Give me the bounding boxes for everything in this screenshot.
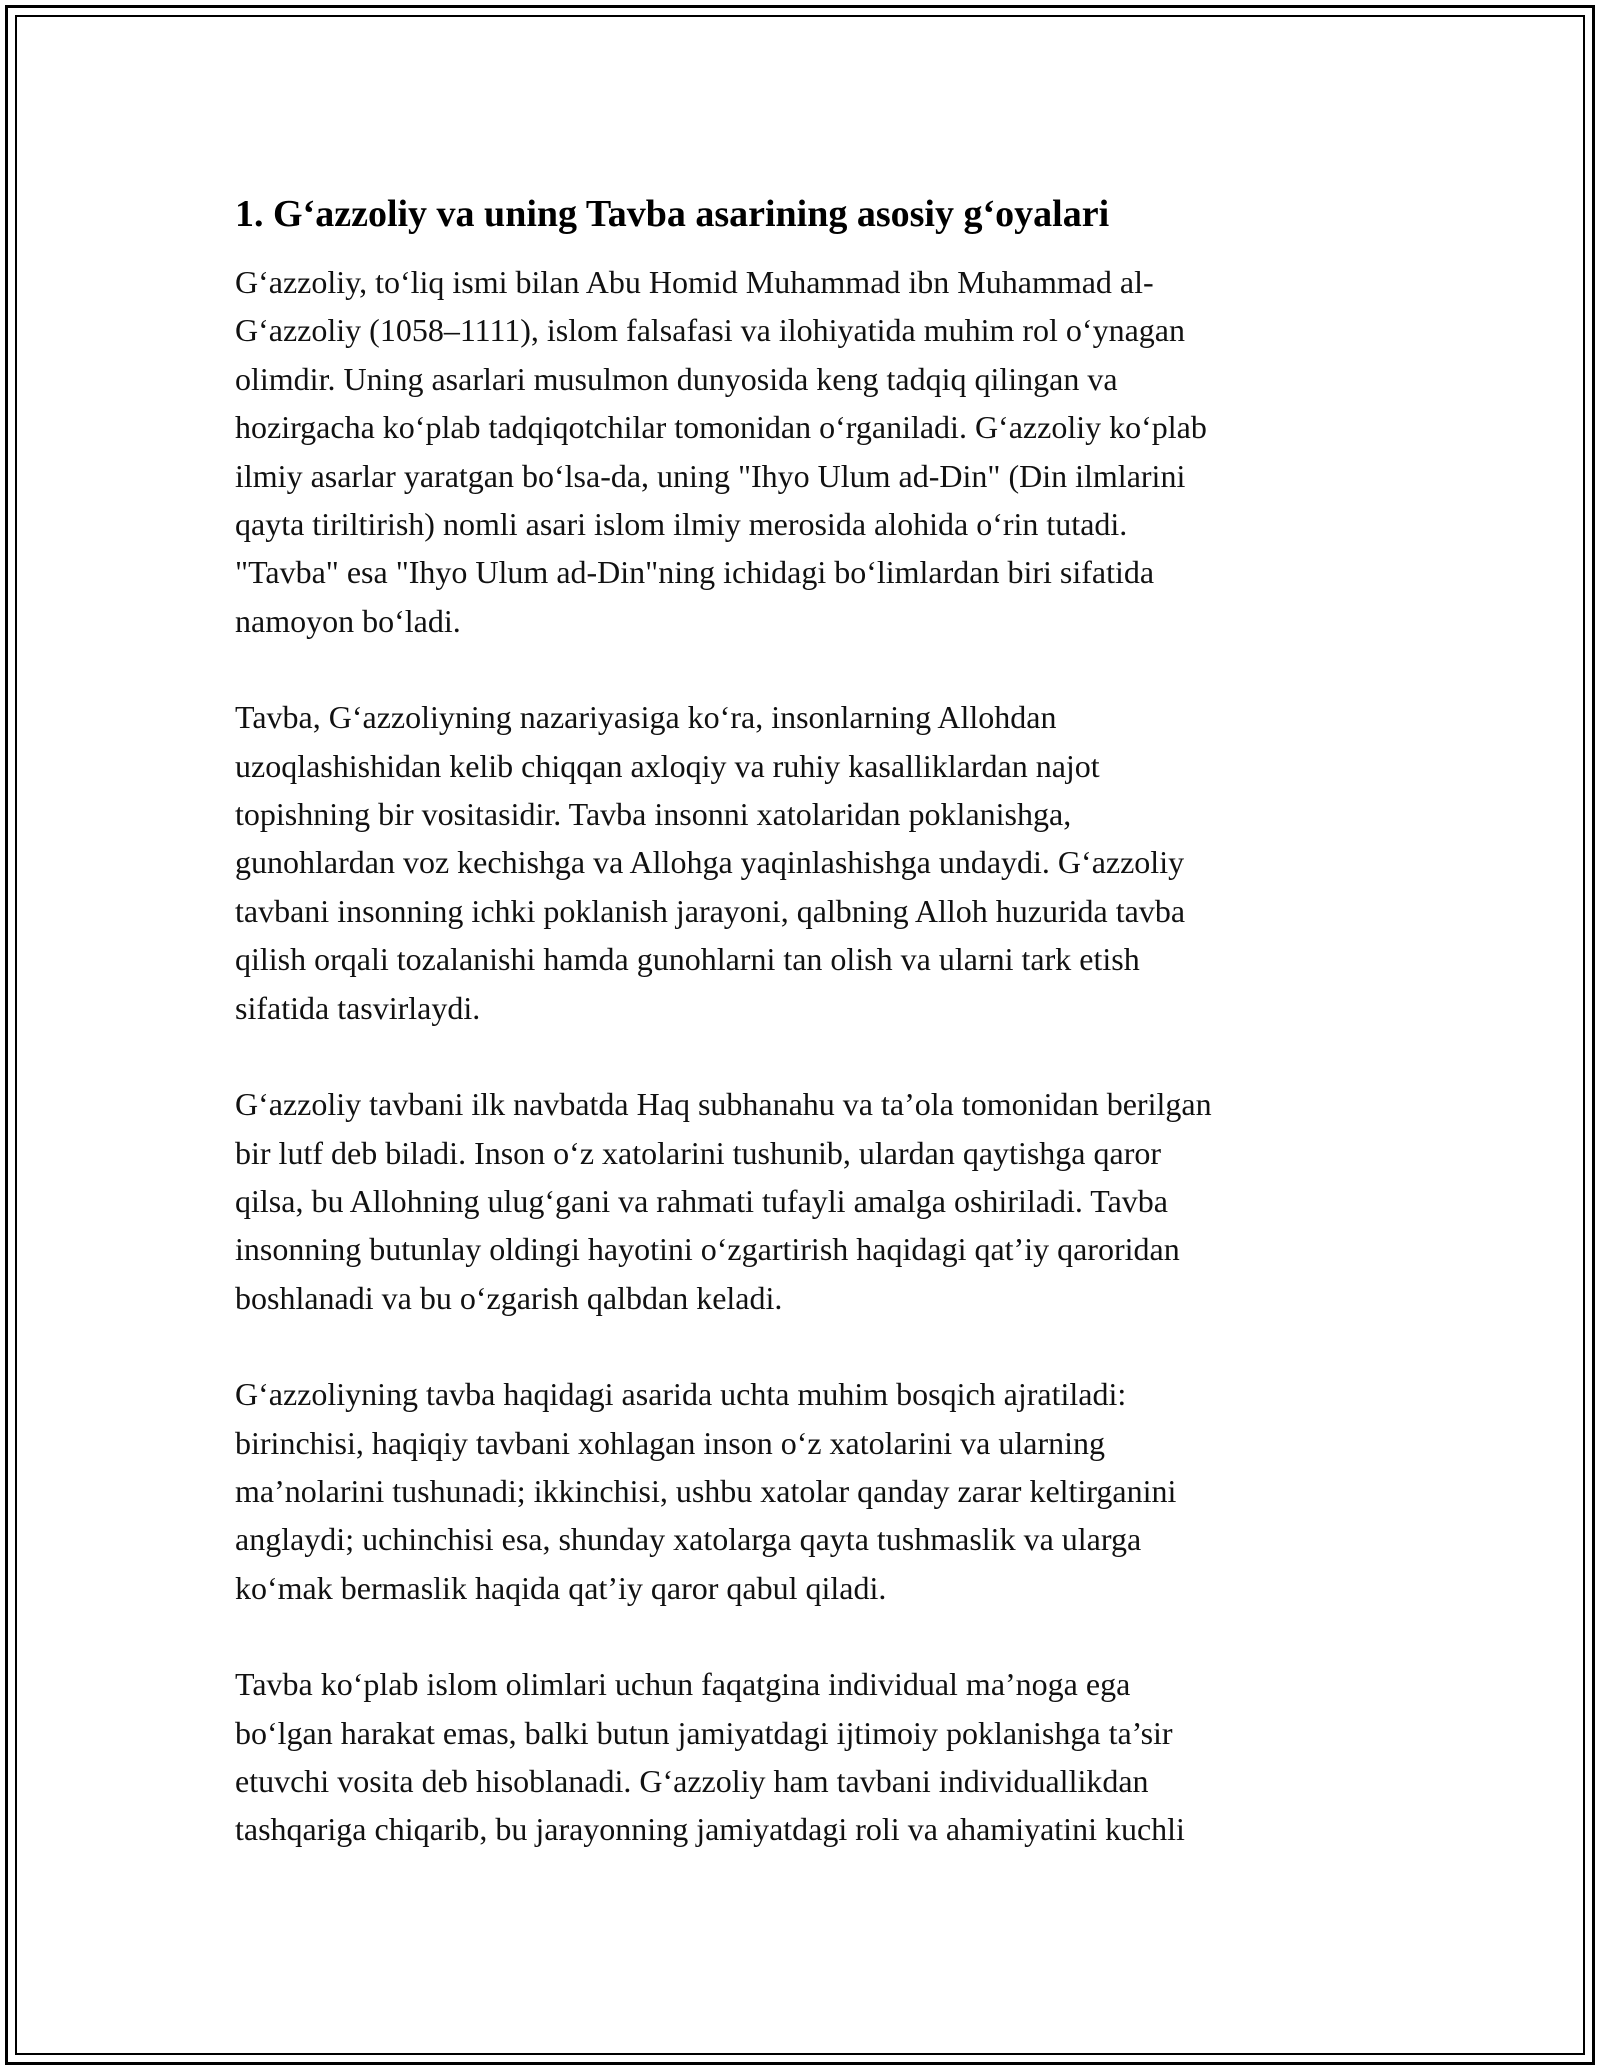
- paragraph-4: G‘azzoliyning tavba haqidagi asarida uchta muhim bosqich ajratiladi: birinchisi, haqiqiy tavbani xohlagan inson o‘z xatolarini va ularning ma’nolarini tushunadi; ikkinchisi, ushbu xatolar qanday zarar keltirganini anglaydi; uchinchisi esa, shunday xatolarga qayta tushmaslik va ularga ko‘mak bermaslik haqida qat’iy qaror qabul qiladi.: [235, 1376, 1177, 1606]
- paragraph-1: G‘azzoliy, to‘liq ismi bilan Abu Homid Muhammad ibn Muhammad al- G‘azzoliy (1058–1111), islom falsafasi va ilohiyatida muhim rol o‘ynagan olimdir. Uning asarlari musulmon dunyosida keng tadqiq qilingan va hozirgacha ko‘plab tadqiqotchilar tomonidan o‘rganiladi. G‘azzoliy ko‘plab ilmiy asarlar yaratgan bo‘lsa-da, uning "Ihyo Ulum ad-Din" (Din ilmlarini qayta tiriltirish) nomli asari islom ilmiy merosida alohida o‘rin tutadi. "Tavba" esa "Ihyo Ulum ad-Din"ning ichidagi bo‘limlardan biri sifatida namoyon bo‘ladi.: [235, 264, 1207, 639]
- paragraph-3: G‘azzoliy tavbani ilk navbatda Haq subhanahu va ta’ola tomonidan berilgan bir lutf deb biladi. Inson o‘z xatolarini tushunib, ulardan qaytishga qaror qilsa, bu Allohning ulug‘gani va rahmati tufayli amalga oshiriladi. Tavba insonning butunlay oldingi hayotini o‘zgartirish haqidagi qat’iy qaroridan boshlanadi va bu o‘zgarish qalbdan keladi.: [235, 1086, 1212, 1316]
- paragraph-2: Tavba, G‘azzoliyning nazariyasiga ko‘ra, insonlarning Allohdan uzoqlashishidan kelib chiqqan axloqiy va ruhiy kasalliklardan najot topishning bir vositasidir. Tavba insonni xatolaridan poklanishga, gunohlardan voz kechishga va Allohga yaqinlashishga undaydi. G‘azzoliy tavbani insonning ichki poklanish jarayoni, qalbning Alloh huzurida tavba qilish orqali tozalanishi hamda gunohlarni tan olish va ularni tark etish sifatida tasvirlaydi.: [235, 699, 1186, 1026]
- document-body: [235, 190, 1370, 1902]
- section-heading: 1. G‘azzoliy va uning Tavba asarining asosiy g‘oyalari: [235, 193, 1110, 235]
- paragraph-5: Tavba ko‘plab islom olimlari uchun faqatgina individual ma’noga ega bo‘lgan harakat emas, balki butun jamiyatdagi ijtimoiy poklanishga ta’sir etuvchi vosita deb hisoblanadi. G‘azzoliy ham tavbani individuallikdan tashqariga chiqarib, bu jarayonning jamiyatdagi roli va ahamiyatini kuchli: [235, 1666, 1185, 1848]
